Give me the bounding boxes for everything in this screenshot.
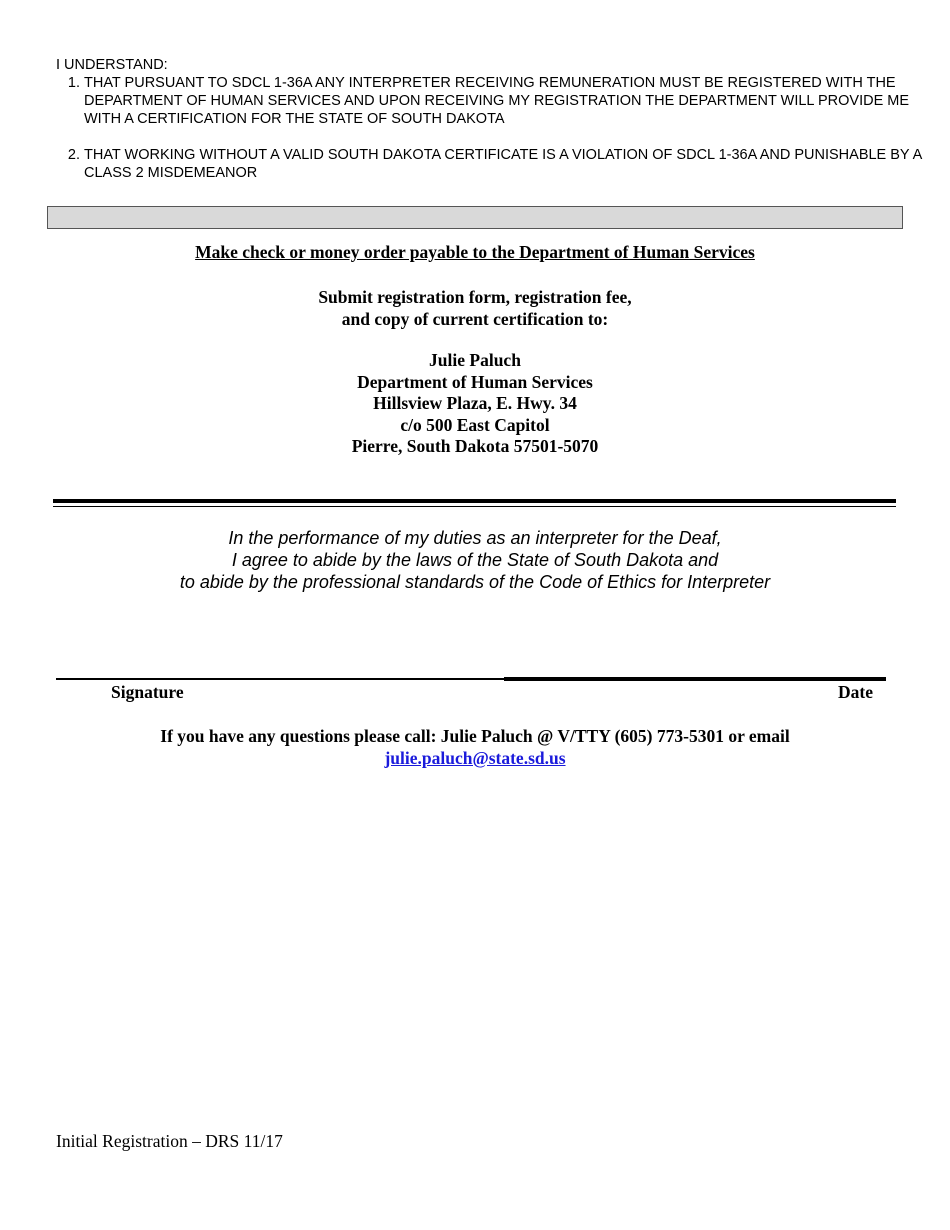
contact-text: If you have any questions please call: Julie Paluch @ V/TTY (605) 773-5301 or email xyxy=(160,726,790,746)
contact-info xyxy=(0,725,950,769)
section-divider-thick xyxy=(53,499,896,503)
address-building: Hillsview Plaza, E. Hwy. 34 xyxy=(373,393,577,413)
address-name: Julie Paluch xyxy=(429,350,521,370)
section-divider-thin xyxy=(53,506,896,507)
address-city: Pierre, South Dakota 57501-5070 xyxy=(351,436,599,456)
mailing-address xyxy=(0,350,950,458)
oath-line-1: In the performance of my duties as an interpreter for the Deaf, xyxy=(228,528,722,548)
date-line[interactable] xyxy=(504,677,886,681)
signature-label: Signature xyxy=(111,682,184,702)
understand-item-1: 1. THAT PURSUANT TO SDCL 1-36A ANY INTERPRETER RECEIVING REMUNERATION MUST BE REGISTERED WITH THE DEPARTMENT OF HUMAN SERVICES AND UPON RECEIVING MY REGISTRATION THE DEPARTMENT WILL PROVIDE ME WITH A CERTIFICATION FOR THE STATE OF SOUTH DAKOTA xyxy=(84,74,924,128)
date-label: Date xyxy=(838,682,873,702)
payable-note: Make check or money order payable to the Department of Human Services xyxy=(195,242,755,262)
address-department: Department of Human Services xyxy=(357,371,593,392)
signature-line[interactable] xyxy=(56,678,504,680)
oath-statement xyxy=(0,527,950,593)
understand-list xyxy=(56,74,924,182)
submit-instructions xyxy=(0,286,950,330)
submit-line-2: and copy of current certification to: xyxy=(341,309,609,329)
grey-divider-bar xyxy=(47,206,903,229)
oath-line-3: to abide by the professional standards of the Code of Ethics for Interpreter xyxy=(179,572,771,592)
contact-email-link[interactable]: julie.paluch@state.sd.us xyxy=(384,748,566,768)
understand-heading: I UNDERSTAND: xyxy=(56,57,168,73)
understand-section xyxy=(56,56,924,200)
understand-item-2: 2. THAT WORKING WITHOUT A VALID SOUTH DAKOTA CERTIFICATE IS A VIOLATION OF SDCL 1-36A AND PUNISHABLE BY A CLASS 2 MISDEMEANOR xyxy=(84,146,924,182)
submit-line-1: Submit registration form, registration fee, xyxy=(318,287,632,307)
form-footer: Initial Registration – DRS 11/17 xyxy=(56,1131,283,1151)
address-street: c/o 500 East Capitol xyxy=(400,414,550,435)
oath-line-2: I agree to abide by the laws of the State of South Dakota and xyxy=(231,550,719,570)
